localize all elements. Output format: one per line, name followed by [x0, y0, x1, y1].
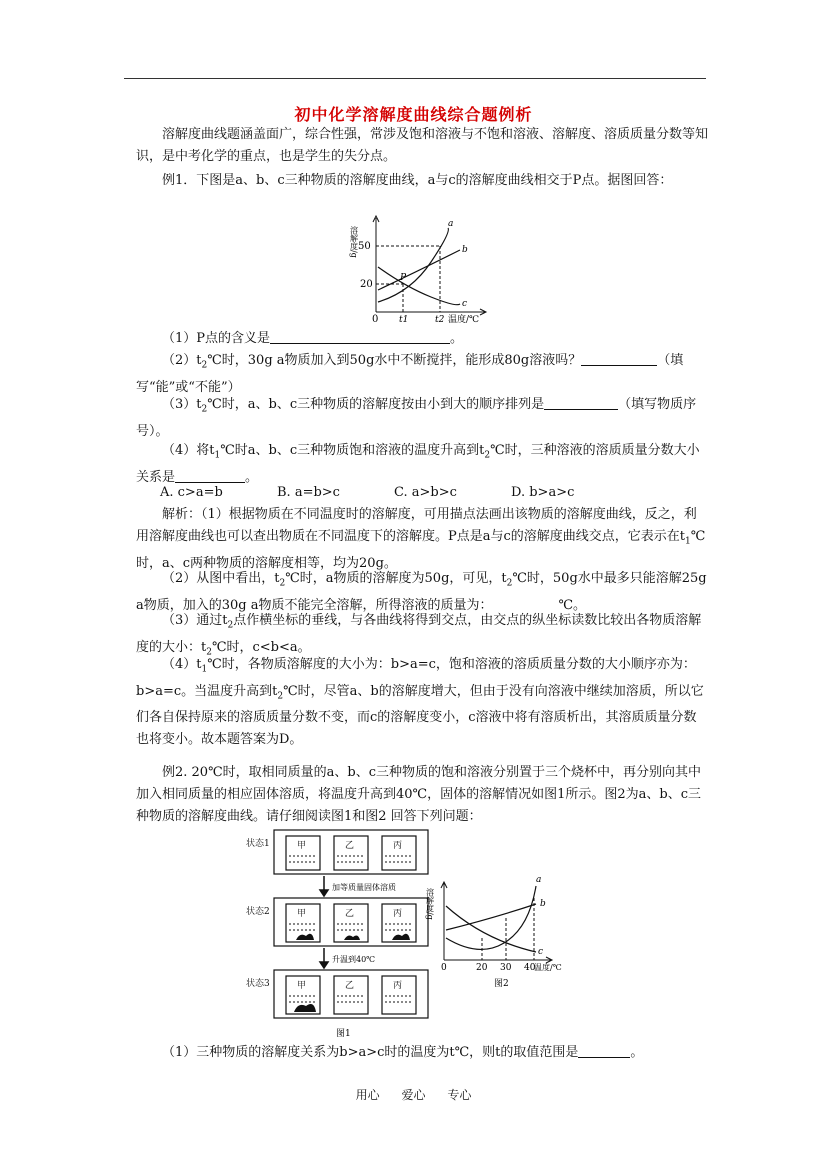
ex1-xtick-t2: t2	[435, 315, 445, 324]
ex2-ylabel: 溶解度/g	[425, 888, 435, 920]
beaker-jia-3: 甲	[297, 981, 307, 991]
beaker-jia-1: 甲	[297, 841, 307, 851]
step-add-solute: 加等质量固体溶质	[332, 883, 396, 892]
ex1-ytick-20: 20	[360, 279, 373, 290]
ex1-point-p-label: P	[400, 273, 407, 283]
beaker-yi-1: 乙	[345, 841, 355, 851]
example1-stem: 例1．下图是a、b、c三种物质的溶解度曲线，a与c的溶解度曲线相交于P点。据图回答：	[162, 173, 673, 188]
state-2-label: 状态2	[246, 907, 270, 917]
ex1-ytick-50: 50	[358, 241, 371, 252]
ex1-xlabel: 温度/℃	[448, 315, 480, 324]
state-3-label: 状态3	[246, 979, 270, 989]
ex1-analysis-3: （3）通过$t_2$点作横坐标的垂线，与各曲线将得到交点，由交点的纵坐标读数比较出各物质溶解度的大小：$t_2℃$时，c<b<a。	[136, 613, 702, 658]
header-rule	[124, 78, 706, 79]
page-title: 初中化学溶解度曲线综合题例析	[294, 105, 533, 124]
ex2-curve-a-label: a	[536, 875, 542, 885]
ex2-figures	[244, 828, 564, 1042]
ex2-xtick-30: 30	[500, 963, 512, 973]
ex1-analysis-1: 解析：（1）根据物质在不同温度时的溶解度，可用描点法画出该物质的溶解度曲线，反之，利用溶解度曲线也可以查出物质在不同温度下的溶解度。P点是a与c的溶解度曲线交点，它表示在$t_1℃$时，a、c两种物质的溶解度相等，均为20g。	[136, 507, 706, 571]
ex1-solubility-chart	[336, 212, 496, 324]
beaker-yi-2: 乙	[345, 909, 355, 919]
ex1-question-1: （1）P点的含义是 。	[162, 331, 464, 346]
ex2-xtick-0: 0	[441, 963, 447, 973]
footer-item: 爱心	[401, 1088, 426, 1102]
ex1-curve-c-label: c	[462, 299, 468, 309]
ex1-question-2: $(2)t_2℃$时，30g a物质加入到50g水中不断搅拌，能形成80g溶液吗？ （填写“能”或“不能”）	[136, 353, 684, 395]
ex1-ylabel: 溶解度/g	[349, 226, 359, 258]
step-heat: 升温到40℃	[332, 955, 376, 964]
ex2-curve-b-label: b	[540, 899, 546, 909]
ex1-options: A. c>a=b B. a=b>c C. a>b>c D. b>a>c	[160, 485, 575, 500]
ex1-question-3: $(3)t_2℃$时，a、b、c三种物质的溶解度按由小到大的顺序排列是 （填写物质序号）。	[136, 397, 697, 439]
example2-stem: 例2. 20℃时，取相同质量的a、b、c三种物质的饱和溶液分别置于三个烧杯中，再分别向其中加入相同质量的相应固体溶质，将温度升高到40℃，固体的溶解情况如图1所示。图2为a、b、c三种物质的溶解度曲线。请仔细阅读图1和图2 回答下列问题：	[136, 765, 701, 824]
ex2-xlabel: 温度/℃	[534, 963, 562, 972]
ex1-curve-a-label: a	[448, 219, 454, 229]
beaker-jia-2: 甲	[297, 909, 307, 919]
intro-paragraph: 溶解度曲线题涵盖面广，综合性强，常涉及饱和溶液与不饱和溶液、溶解度、溶质质量分数等知识，是中考化学的重点，也是学生的失分点。	[136, 127, 709, 164]
ex2-xtick-20: 20	[476, 963, 488, 973]
beaker-bing-3: 丙	[393, 981, 403, 991]
beaker-bing-1: 丙	[393, 841, 403, 851]
figure1-caption: 图1	[336, 1029, 351, 1039]
ex1-curve-b-label: b	[462, 245, 468, 255]
ex1-xtick-0: 0	[372, 314, 379, 324]
ex2-xtick-40: 40	[524, 963, 536, 973]
beaker-yi-3: 乙	[345, 981, 355, 991]
ex2-question-1: （1）三种物质的溶解度关系为b>a>c时的温度为t℃，则t的取值范围是 。	[162, 1045, 644, 1060]
figure2-caption: 图2	[494, 979, 509, 989]
state-1-label: 状态1	[246, 839, 270, 849]
ex1-analysis-2: （2）从图中看出，$t_2℃$时，a物质的溶解度为50g，可见，$t_2℃$时，50g水中最多只能溶解25g a物质，加入的30g a物质不能完全溶解，所得溶液的质量为： ℃。	[136, 571, 707, 613]
ex2-curve-c-label: c	[538, 947, 544, 957]
ex1-analysis-4: $(4)t_1℃$时，各物质溶解度的大小为：b>a=c，饱和溶液的溶质质量分数的大小顺序亦为：b>a=c。当温度升高到$t_2℃$时，尽管a、b的溶解度增大，但由于没有向溶液中继续加溶质，所以它们各自保持原来的溶质质量分数不变，而c的溶解度变小，c溶液中将有溶质析出，其溶质质量分数也将变小。故本题答案为D。	[136, 657, 704, 748]
footer-item: 用心	[355, 1088, 380, 1102]
page-footer	[0, 1086, 827, 1103]
footer-item: 专心	[447, 1088, 472, 1102]
ex1-xtick-t1: t1	[399, 315, 409, 324]
beaker-bing-2: 丙	[393, 909, 403, 919]
ex1-question-4: （4）将$t_1℃$时a、b、c三种物质饱和溶液的温度升高到$t_2℃$时，三种溶液的溶质质量分数大小关系是 。	[136, 443, 700, 485]
